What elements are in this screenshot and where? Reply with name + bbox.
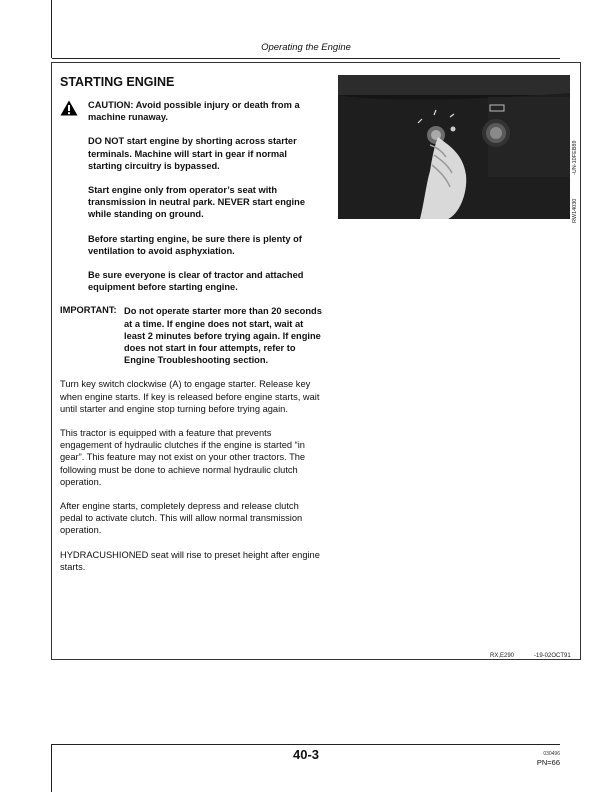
warning-triangle-icon <box>60 100 78 116</box>
body-paragraph: After engine starts, completely depress and release clutch pedal to activate clutch. This will allow normal transmission operation. <box>60 501 303 536</box>
text-column <box>60 75 322 573</box>
reference-code: RX,E290 <box>490 653 515 659</box>
safety-paragraph: DO NOT start engine by shorting across starter terminals. Machine will start in gear if normal starting circuitry is bypassed. <box>88 136 297 171</box>
figure-code-bottom: RW14030 <box>572 198 578 223</box>
important-note <box>60 305 322 366</box>
body-paragraph: Turn key switch clockwise (A) to engage starter. Release key when engine starts. If key is released before engine starts, wait until starter and engine stop turning before trying again. <box>60 379 320 414</box>
safety-paragraph: Be sure everyone is clear of tractor and attached equipment before starting engine. <box>88 270 304 293</box>
figure-code-top: -UN-10FEB89 <box>572 140 578 175</box>
photo-illustration <box>338 75 570 219</box>
document-code: 030496 <box>543 751 560 757</box>
page-index: PN=66 <box>536 758 560 767</box>
header-rule <box>52 58 560 59</box>
footer-rule <box>52 744 560 745</box>
safety-paragraph: Before starting engine, be sure there is plenty of ventilation to avoid asphyxiation. <box>88 233 302 256</box>
page-header-title: Operating the Engine <box>261 42 351 53</box>
caution-text: CAUTION: Avoid possible injury or death from a machine runaway. <box>88 100 300 123</box>
important-text: Do not operate starter more than 20 seconds at a time. If engine does not start, wait at least 2 minutes before trying again. If engine does not start in four attempts, refer to Engine Troubleshooting section. <box>124 306 322 366</box>
section-title: STARTING ENGINE <box>60 75 175 89</box>
safety-block <box>60 99 322 293</box>
content-frame <box>51 62 581 660</box>
safety-paragraph: Start engine only from operator’s seat with transmission in neutral park. NEVER start engine while standing on ground. <box>88 185 305 220</box>
reference-date: -19-02OCT91 <box>534 653 571 659</box>
page-number: 40-3 <box>292 747 320 762</box>
important-label: IMPORTANT: <box>60 305 117 316</box>
body-paragraph: This tractor is equipped with a feature that prevents engagement of hydraulic clutches if the engine is started “in gear”. This feature may not exist on your other tractors. The following must be done to achieve normal hydraulic clutch operation. <box>60 428 306 487</box>
key-switch-photo <box>338 75 570 219</box>
body-paragraph: HYDRACUSHIONED seat will rise to preset height after engine starts. <box>60 549 320 572</box>
